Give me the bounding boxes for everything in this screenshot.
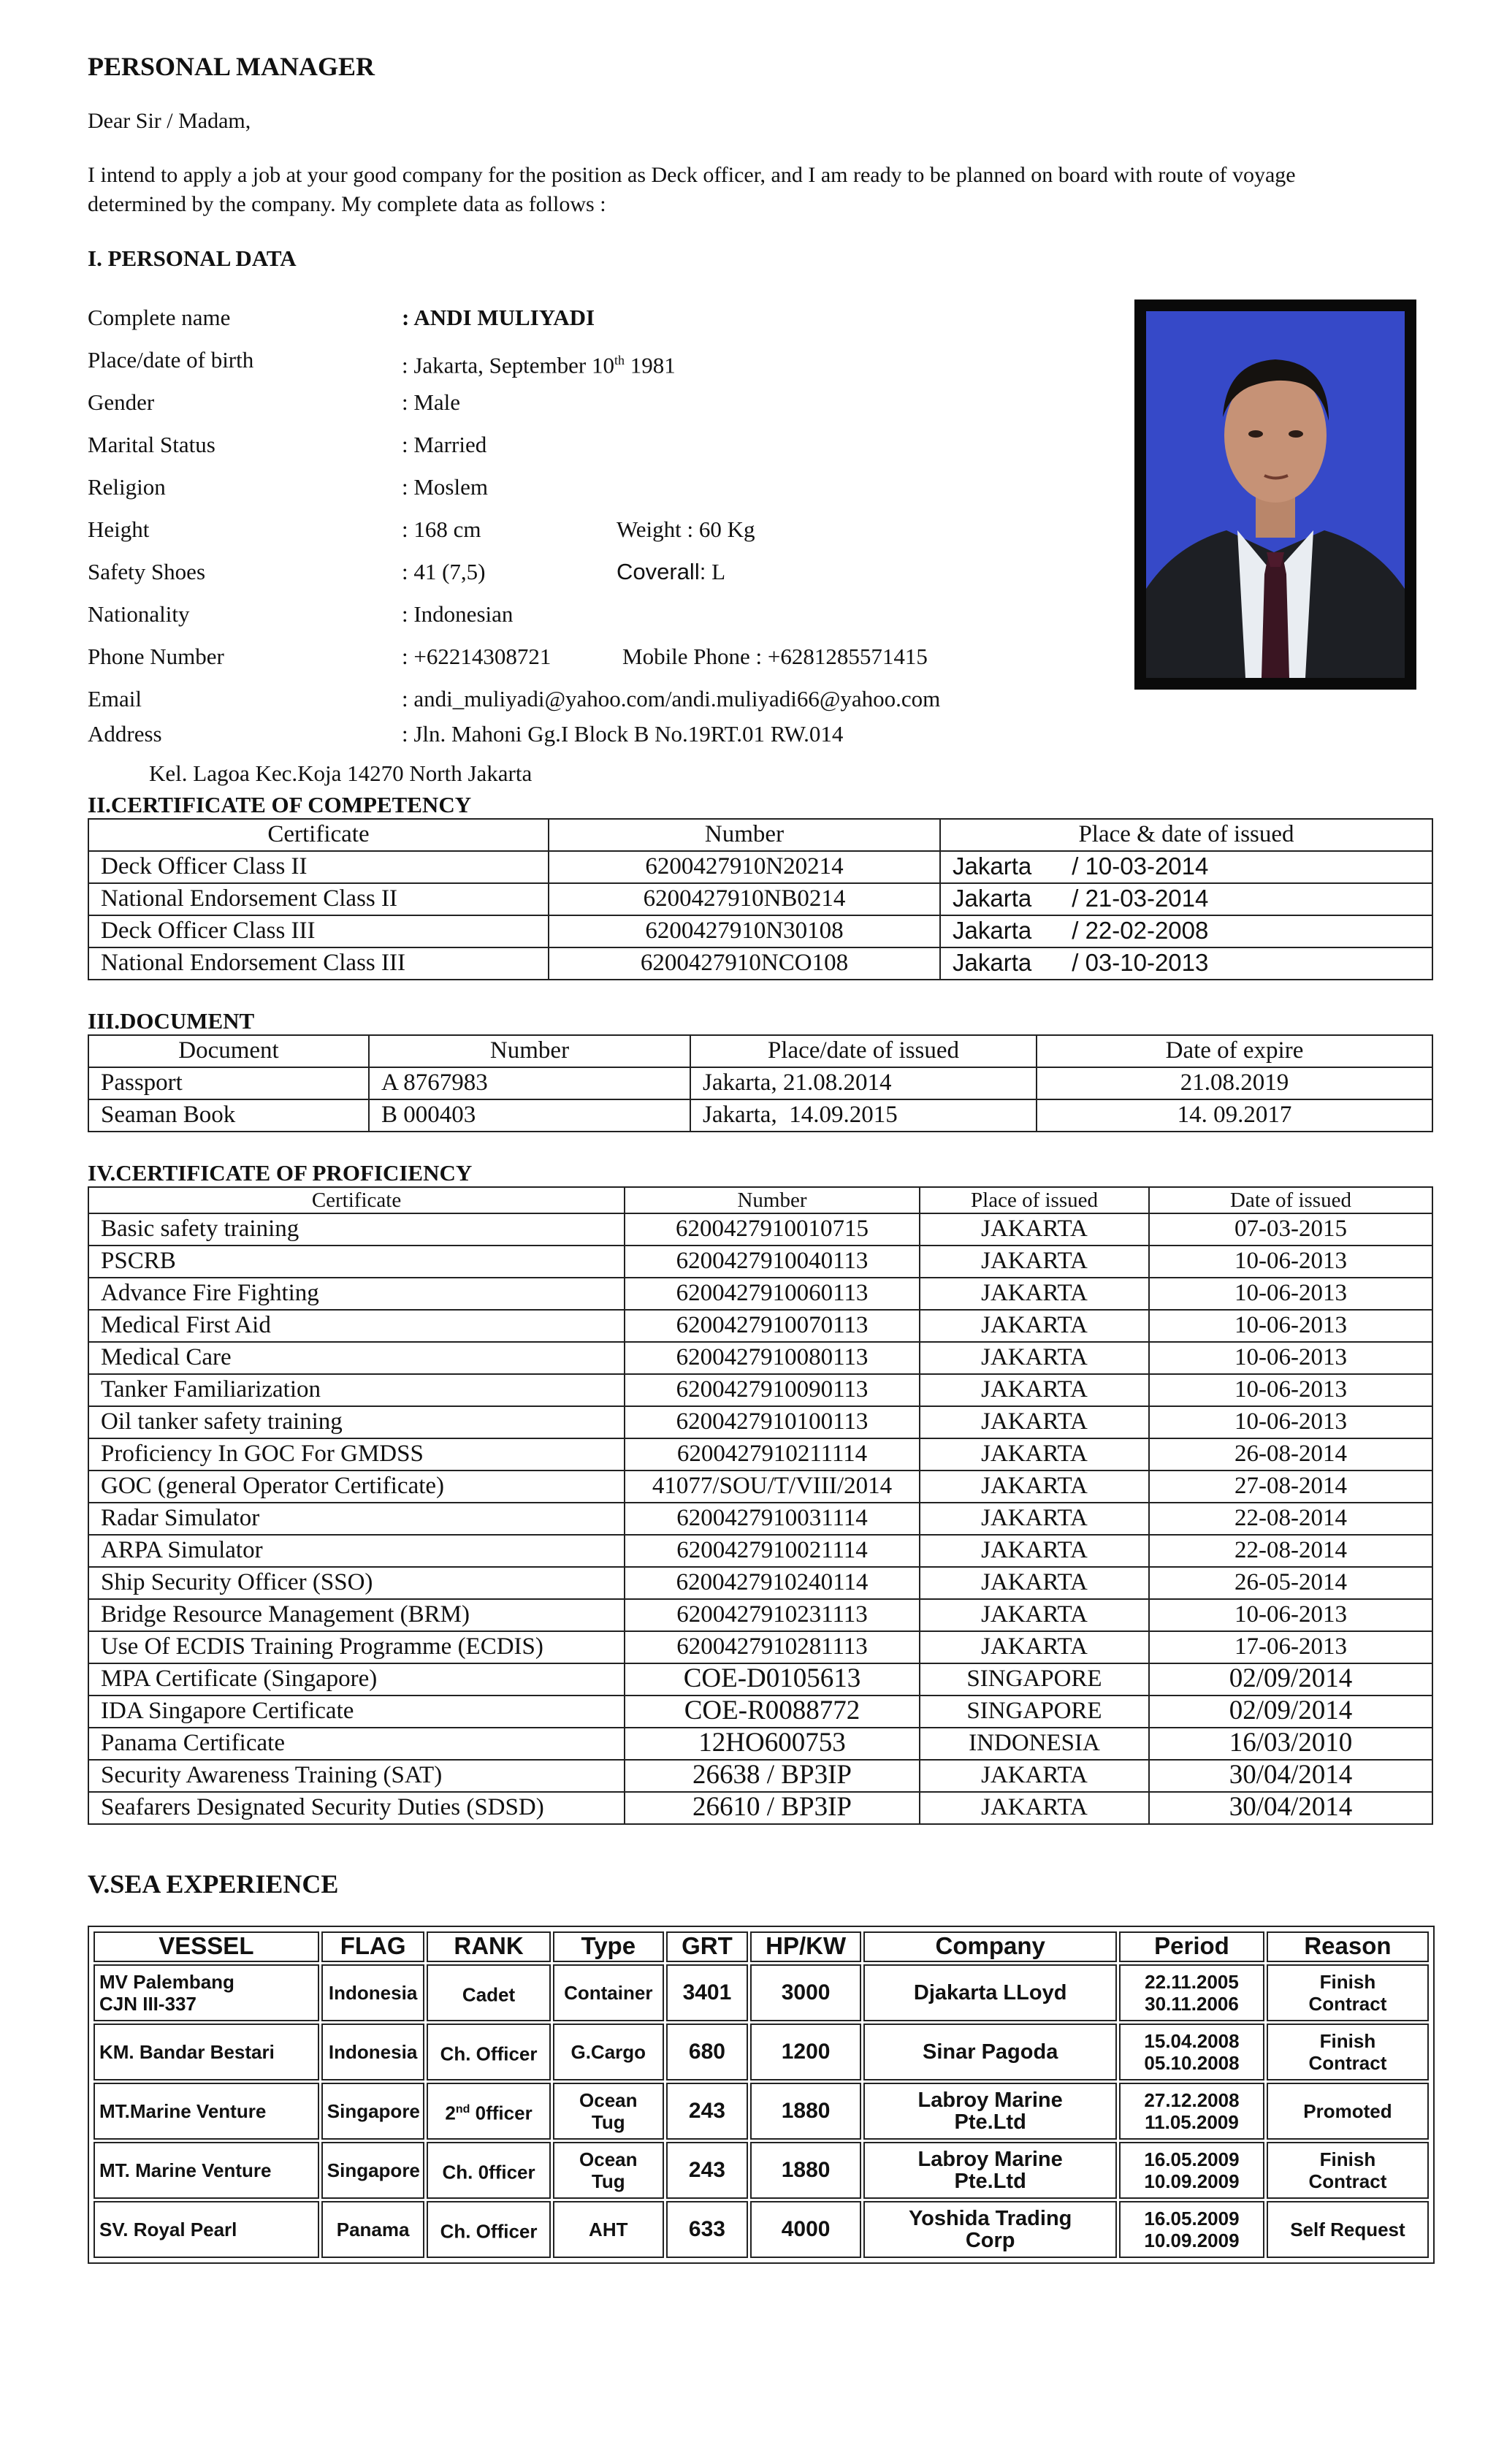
document-header: Date of expire <box>1037 1035 1432 1067</box>
weight-value: Weight : 60 Kg <box>617 516 755 542</box>
sea-header: GRT <box>666 1931 748 1962</box>
flag-cell: Singapore <box>321 2083 425 2140</box>
proficiency-row <box>88 1728 1432 1760</box>
sea-header-row <box>94 1931 1429 1962</box>
phone-label: Phone Number <box>88 644 224 669</box>
cell: Seafarers Designated Security Duties (SDSD) <box>88 1792 625 1824</box>
cell: Medical First Aid <box>88 1310 625 1342</box>
proficiency-row <box>88 1599 1432 1631</box>
type-cell: AHT <box>553 2201 664 2258</box>
gender-value: : Male <box>402 389 461 415</box>
cell: 6200427910040113 <box>625 1246 920 1278</box>
cell: JAKARTA <box>920 1503 1149 1535</box>
mobile-value: Mobile Phone : +6281285571415 <box>622 644 928 669</box>
address-value: : Jln. Mahoni Gg.I Block B No.19RT.01 RW.014 <box>402 721 844 747</box>
sea-header: RANK <box>427 1931 550 1962</box>
rank-cell: Ch. Officer <box>427 2201 550 2258</box>
cell: 26-05-2014 <box>1149 1567 1432 1599</box>
period-cell: 22.11.2005 30.11.2006 <box>1119 1964 1264 2021</box>
proficiency-row <box>88 1567 1432 1599</box>
cell: 41077/SOU/T/VIII/2014 <box>625 1471 920 1503</box>
sea-row <box>94 2142 1429 2199</box>
rank-cell: Cadet <box>427 1964 550 2021</box>
reason-cell: Promoted <box>1267 2083 1429 2140</box>
cell: 6200427910NB0214 <box>549 883 940 915</box>
document-heading: III.DOCUMENT <box>88 1008 255 1034</box>
cell: Use Of ECDIS Training Programme (ECDIS) <box>88 1631 625 1663</box>
cell: JAKARTA <box>920 1342 1149 1374</box>
gender-label: Gender <box>88 389 155 415</box>
marital-label: Marital Status <box>88 432 215 457</box>
cell: 27-08-2014 <box>1149 1471 1432 1503</box>
cell: Advance Fire Fighting <box>88 1278 625 1310</box>
cell: 30/04/2014 <box>1149 1792 1432 1824</box>
cell: B 000403 <box>369 1099 690 1132</box>
document-row <box>88 1099 1432 1132</box>
hp-cell: 3000 <box>750 1964 861 2021</box>
cell: 02/09/2014 <box>1149 1663 1432 1696</box>
cell: 26610 / BP3IP <box>625 1792 920 1824</box>
cell: SINGAPORE <box>920 1696 1149 1728</box>
cell: Jakarta / 03-10-2013 <box>940 947 1432 980</box>
competency-heading: II.CERTIFICATE OF COMPETENCY <box>88 792 472 817</box>
period-cell: 27.12.2008 11.05.2009 <box>1119 2083 1264 2140</box>
proficiency-row <box>88 1374 1432 1406</box>
nationality-label: Nationality <box>88 601 190 627</box>
cell: Passport <box>88 1067 369 1099</box>
cell: COE-R0088772 <box>625 1696 920 1728</box>
sea-experience-table <box>91 1929 1431 2260</box>
cell: JAKARTA <box>920 1213 1149 1246</box>
type-cell: Ocean Tug <box>553 2083 664 2140</box>
intro-paragraph: I intend to apply a job at your good company for the position as Deck officer, and I am ready to be planned on board with route of voyage determined by the company. My complete data as follows : <box>88 163 1296 216</box>
cell: 22-08-2014 <box>1149 1535 1432 1567</box>
cell: 17-06-2013 <box>1149 1631 1432 1663</box>
cell: IDA Singapore Certificate <box>88 1696 625 1728</box>
cell: Seaman Book <box>88 1099 369 1132</box>
reason-cell: Self Request <box>1267 2201 1429 2258</box>
shoes-label: Safety Shoes <box>88 559 206 584</box>
flag-cell: Indonesia <box>321 2024 425 2080</box>
rank-cell: Ch. 0fficer <box>427 2142 550 2199</box>
cell: INDONESIA <box>920 1728 1149 1760</box>
vessel-cell: MT. Marine Venture <box>94 2142 319 2199</box>
sea-experience-heading: V.SEA EXPERIENCE <box>88 1869 339 1899</box>
type-cell: G.Cargo <box>553 2024 664 2080</box>
proficiency-row <box>88 1342 1432 1374</box>
cell: 6200427910070113 <box>625 1310 920 1342</box>
cell: Deck Officer Class II <box>88 851 549 883</box>
company-cell: Labroy Marine Pte.Ltd <box>863 2142 1117 2199</box>
sea-header: Period <box>1119 1931 1264 1962</box>
cell: 26-08-2014 <box>1149 1438 1432 1471</box>
cell: Jakarta, 21.08.2014 <box>690 1067 1037 1099</box>
cell: ARPA Simulator <box>88 1535 625 1567</box>
portrait-image <box>1146 311 1405 678</box>
religion-label: Religion <box>88 474 166 500</box>
competency-row <box>88 947 1432 980</box>
sea-header: Company <box>863 1931 1117 1962</box>
cell: National Endorsement Class II <box>88 883 549 915</box>
period-cell: 16.05.2009 10.09.2009 <box>1119 2142 1264 2199</box>
grt-cell: 243 <box>666 2083 748 2140</box>
cell: 10-06-2013 <box>1149 1374 1432 1406</box>
sea-header: FLAG <box>321 1931 425 1962</box>
cell: PSCRB <box>88 1246 625 1278</box>
proficiency-row <box>88 1760 1432 1792</box>
cell: COE-D0105613 <box>625 1663 920 1696</box>
hp-cell: 1880 <box>750 2142 861 2199</box>
birth-label: Place/date of birth <box>88 347 254 373</box>
cell: Bridge Resource Management (BRM) <box>88 1599 625 1631</box>
sea-row <box>94 2083 1429 2140</box>
sea-row <box>94 2024 1429 2080</box>
cv-page <box>88 51 1432 2264</box>
proficiency-header: Date of issued <box>1149 1187 1432 1213</box>
competency-header-row <box>88 819 1432 851</box>
cell: JAKARTA <box>920 1535 1149 1567</box>
grt-cell: 3401 <box>666 1964 748 2021</box>
cell: JAKARTA <box>920 1567 1149 1599</box>
greeting: Dear Sir / Madam, <box>88 109 251 133</box>
rank-cell: Ch. Officer <box>427 2024 550 2080</box>
cell: Panama Certificate <box>88 1728 625 1760</box>
competency-row <box>88 883 1432 915</box>
cell: JAKARTA <box>920 1599 1149 1631</box>
cell: 6200427910N30108 <box>549 915 940 947</box>
cell: 21.08.2019 <box>1037 1067 1432 1099</box>
cell: Proficiency In GOC For GMDSS <box>88 1438 625 1471</box>
cell: JAKARTA <box>920 1246 1149 1278</box>
email-value: : andi_muliyadi@yahoo.com/andi.muliyadi66@yahoo.com <box>402 686 941 712</box>
cell: 6200427910100113 <box>625 1406 920 1438</box>
applicant-photo <box>1134 300 1416 690</box>
cell: Basic safety training <box>88 1213 625 1246</box>
period-cell: 16.05.2009 10.09.2009 <box>1119 2201 1264 2258</box>
competency-header: Certificate <box>88 819 549 851</box>
cell: Tanker Familiarization <box>88 1374 625 1406</box>
personal-data-block <box>88 297 1432 713</box>
document-header: Place/date of issued <box>690 1035 1037 1067</box>
cell: 6200427910021114 <box>625 1535 920 1567</box>
cell: Security Awareness Training (SAT) <box>88 1760 625 1792</box>
cell: MPA Certificate (Singapore) <box>88 1663 625 1696</box>
cell: 10-06-2013 <box>1149 1310 1432 1342</box>
company-cell: Yoshida Trading Corp <box>863 2201 1117 2258</box>
cell: JAKARTA <box>920 1471 1149 1503</box>
cell: JAKARTA <box>920 1438 1149 1471</box>
document-table <box>88 1034 1433 1132</box>
proficiency-row <box>88 1246 1432 1278</box>
cell: 10-06-2013 <box>1149 1342 1432 1374</box>
competency-header: Number <box>549 819 940 851</box>
vessel-cell: MT.Marine Venture <box>94 2083 319 2140</box>
flag-cell: Indonesia <box>321 1964 425 2021</box>
company-cell: Sinar Pagoda <box>863 2024 1117 2080</box>
proficiency-row <box>88 1438 1432 1471</box>
proficiency-row <box>88 1663 1432 1696</box>
sea-header: Type <box>553 1931 664 1962</box>
proficiency-header: Place of issued <box>920 1187 1149 1213</box>
cell: 10-06-2013 <box>1149 1278 1432 1310</box>
name-label: Complete name <box>88 305 231 330</box>
phone-value: : +62214308721 <box>402 644 552 669</box>
address-line2: Kel. Lagoa Kec.Koja 14270 North Jakarta <box>149 760 533 786</box>
reason-cell: Finish Contract <box>1267 2142 1429 2199</box>
cell: 14. 09.2017 <box>1037 1099 1432 1132</box>
cell: 10-06-2013 <box>1149 1406 1432 1438</box>
religion-value: : Moslem <box>402 474 488 500</box>
cell: 10-06-2013 <box>1149 1599 1432 1631</box>
cell: National Endorsement Class III <box>88 947 549 980</box>
type-cell: Container <box>553 1964 664 2021</box>
cell: JAKARTA <box>920 1760 1149 1792</box>
cell: SINGAPORE <box>920 1663 1149 1696</box>
sea-header: VESSEL <box>94 1931 319 1962</box>
hp-cell: 1880 <box>750 2083 861 2140</box>
cell: 02/09/2014 <box>1149 1696 1432 1728</box>
sea-row <box>94 2201 1429 2258</box>
vessel-cell: SV. Royal Pearl <box>94 2201 319 2258</box>
sea-header: HP/KW <box>750 1931 861 1962</box>
address-row <box>88 713 1432 755</box>
cell: 6200427910031114 <box>625 1503 920 1535</box>
cell: 26638 / BP3IP <box>625 1760 920 1792</box>
proficiency-table <box>88 1186 1433 1825</box>
cell: 6200427910N20214 <box>549 851 940 883</box>
coverall-value: Coverall: L <box>617 559 726 584</box>
cell: JAKARTA <box>920 1278 1149 1310</box>
proficiency-row <box>88 1631 1432 1663</box>
height-value: : 168 cm <box>402 516 481 542</box>
sea-body <box>94 1964 1429 2258</box>
proficiency-row <box>88 1278 1432 1310</box>
proficiency-row <box>88 1535 1432 1567</box>
reason-cell: Finish Contract <box>1267 1964 1429 2021</box>
cell: 07-03-2015 <box>1149 1213 1432 1246</box>
hp-cell: 4000 <box>750 2201 861 2258</box>
hp-cell: 1200 <box>750 2024 861 2080</box>
marital-value: : Married <box>402 432 487 457</box>
cell: 22-08-2014 <box>1149 1503 1432 1535</box>
type-cell: Ocean Tug <box>553 2142 664 2199</box>
reason-cell: Finish Contract <box>1267 2024 1429 2080</box>
cell: A 8767983 <box>369 1067 690 1099</box>
proficiency-heading: IV.CERTIFICATE OF PROFICIENCY <box>88 1160 473 1186</box>
nationality-value: : Indonesian <box>402 601 514 627</box>
cell: 6200427910010715 <box>625 1213 920 1246</box>
document-row <box>88 1067 1432 1099</box>
cell: Deck Officer Class III <box>88 915 549 947</box>
period-cell: 15.04.2008 05.10.2008 <box>1119 2024 1264 2080</box>
address-block <box>88 713 1432 755</box>
address-label: Address <box>88 721 162 747</box>
cell: Radar Simulator <box>88 1503 625 1535</box>
proficiency-header: Number <box>625 1187 920 1213</box>
company-cell: Labroy Marine Pte.Ltd <box>863 2083 1117 2140</box>
cell: 6200427910090113 <box>625 1374 920 1406</box>
cell: JAKARTA <box>920 1374 1149 1406</box>
sea-header: Reason <box>1267 1931 1429 1962</box>
cell: Jakarta, 14.09.2015 <box>690 1099 1037 1132</box>
vessel-cell: KM. Bandar Bestari <box>94 2024 319 2080</box>
proficiency-row <box>88 1792 1432 1824</box>
sea-row <box>94 1964 1429 2021</box>
cell: 6200427910281113 <box>625 1631 920 1663</box>
cell: 12HO600753 <box>625 1728 920 1760</box>
cell: Jakarta / 10-03-2014 <box>940 851 1432 883</box>
document-header: Number <box>369 1035 690 1067</box>
proficiency-body <box>88 1213 1432 1824</box>
grt-cell: 243 <box>666 2142 748 2199</box>
cell: 6200427910NCO108 <box>549 947 940 980</box>
competency-row <box>88 851 1432 883</box>
competency-row <box>88 915 1432 947</box>
personal-data-heading: I. PERSONAL DATA <box>88 245 297 271</box>
cell: GOC (general Operator Certificate) <box>88 1471 625 1503</box>
document-header-row <box>88 1035 1432 1067</box>
email-label: Email <box>88 686 142 712</box>
competency-table <box>88 818 1433 980</box>
vessel-cell: MV Palembang CJN III-337 <box>94 1964 319 2021</box>
cell: JAKARTA <box>920 1792 1149 1824</box>
document-header: Document <box>88 1035 369 1067</box>
cell: 6200427910060113 <box>625 1278 920 1310</box>
cell: 6200427910231113 <box>625 1599 920 1631</box>
proficiency-row <box>88 1213 1432 1246</box>
cell: 6200427910211114 <box>625 1438 920 1471</box>
cell: 6200427910240114 <box>625 1567 920 1599</box>
competency-header: Place & date of issued <box>940 819 1432 851</box>
cell: 6200427910080113 <box>625 1342 920 1374</box>
proficiency-row <box>88 1503 1432 1535</box>
birth-value: : Jakarta, September 10th 1981 <box>402 352 676 378</box>
cell: Jakarta / 22-02-2008 <box>940 915 1432 947</box>
proficiency-row <box>88 1406 1432 1438</box>
cell: Medical Care <box>88 1342 625 1374</box>
grt-cell: 633 <box>666 2201 748 2258</box>
flag-cell: Panama <box>321 2201 425 2258</box>
height-label: Height <box>88 516 150 542</box>
proficiency-header: Certificate <box>88 1187 625 1213</box>
cell: Jakarta / 21-03-2014 <box>940 883 1432 915</box>
cell: JAKARTA <box>920 1406 1149 1438</box>
rank-cell: 2nd 0fficer <box>427 2083 550 2140</box>
proficiency-row <box>88 1471 1432 1503</box>
grt-cell: 680 <box>666 2024 748 2080</box>
cell: 10-06-2013 <box>1149 1246 1432 1278</box>
cell: Ship Security Officer (SSO) <box>88 1567 625 1599</box>
company-cell: Djakarta LLoyd <box>863 1964 1117 2021</box>
proficiency-header-row <box>88 1187 1432 1213</box>
proficiency-row <box>88 1696 1432 1728</box>
cell: JAKARTA <box>920 1310 1149 1342</box>
cell: 30/04/2014 <box>1149 1760 1432 1792</box>
name-value: : ANDI MULIYADI <box>402 305 595 330</box>
cell: Oil tanker safety training <box>88 1406 625 1438</box>
cell: 16/03/2010 <box>1149 1728 1432 1760</box>
sea-experience-frame <box>88 1926 1435 2264</box>
proficiency-row <box>88 1310 1432 1342</box>
page-title: PERSONAL MANAGER <box>88 52 375 81</box>
cell: JAKARTA <box>920 1631 1149 1663</box>
flag-cell: Singapore <box>321 2142 425 2199</box>
shoes-value: : 41 (7,5) <box>402 559 486 584</box>
